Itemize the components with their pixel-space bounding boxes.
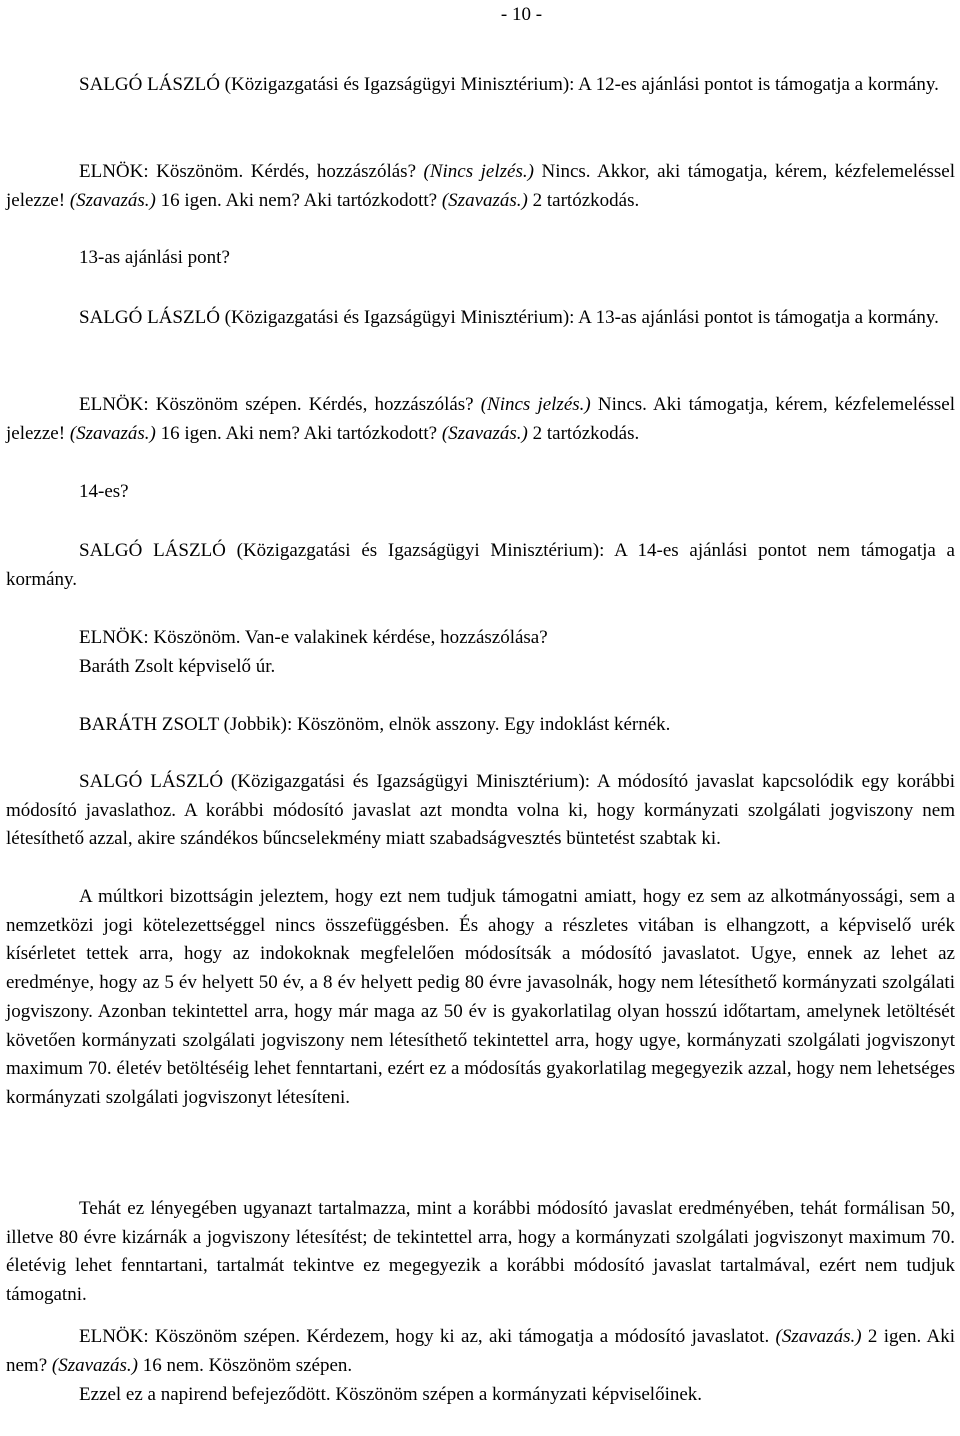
paragraph-salgo-12: SALGÓ LÁSZLÓ (Közigazgatási és Igazságügyi Minisztérium): A 12-es ajánlási pontot is támogatja a kormány. bbox=[79, 74, 939, 95]
stage-note: (Nincs jelzés.) bbox=[423, 161, 534, 182]
paragraph-elnok-vote-12 bbox=[6, 158, 955, 215]
speaker-call-line: Baráth Zsolt képviselő úr. bbox=[79, 656, 276, 677]
barath-line: BARÁTH ZSOLT (Jobbik): Köszönöm, elnök asszony. Egy indoklást kérnék. bbox=[79, 714, 671, 735]
text: 16 nem. Köszönöm szépen. bbox=[137, 1354, 353, 1376]
text: 2 tartózkodás. bbox=[527, 422, 640, 444]
text: 2 igen. Aki nem? bbox=[6, 1326, 955, 1376]
text: ELNÖK: Köszönöm szépen. Kérdezem, hogy ki az, aki támogatja a módosító javaslatot. bbox=[79, 1326, 776, 1347]
question-13: 13-as ajánlási pont? bbox=[79, 247, 230, 268]
paragraph-elnok-vote-13 bbox=[6, 391, 955, 448]
text: Nincs. Akkor, aki támogatja, kérem, kézfelemeléssel jelezze! bbox=[6, 161, 955, 211]
stage-note: (Szavazás.) bbox=[51, 1354, 138, 1376]
stage-note: (Szavazás.) bbox=[441, 189, 528, 211]
paragraph-salgo-reply: SALGÓ LÁSZLÓ (Közigazgatási és Igazságügyi Minisztérium): A módosító javaslat kapcsolódik egy korábbi módosító javaslathoz. A korábbi módosító javaslat azt mondta volna ki, hogy kormányzati szolgálati jogviszony nem létesíthető azzal, akire szándékos bűncselekmény miatt szabadságvesztés büntetést szabtak ki. bbox=[6, 771, 955, 850]
text: ELNÖK: Köszönöm. Kérdés, hozzászólás? bbox=[79, 161, 424, 182]
page-number: - 10 - bbox=[500, 4, 543, 25]
closing-line: Ezzel ez a napirend befejeződött. Köszönöm szépen a kormányzati képviselőinek. bbox=[79, 1384, 703, 1405]
paragraph-summary: Tehát ez lényegében ugyanazt tartalmazza, mint a korábbi módosító javaslat eredményében, tehát formálisan 50, illetve 80 évre kizárnák a jogviszony létesítést; de tekintettel arra, hogy a kormányzati szolgálati jogviszonyt maximum 70. életévig lehet fenntartani, tartalmát tekintve ez megegyezik a korábbi módosító javaslat tartalmával, ezért nem tudjuk támogatni. bbox=[6, 1198, 955, 1306]
stage-note: (Szavazás.) bbox=[69, 422, 156, 444]
paragraph-salgo-14: SALGÓ LÁSZLÓ (Közigazgatási és Igazságügyi Minisztérium): A 14-es ajánlási pontot nem támogatja a kormány. bbox=[6, 540, 955, 590]
question-14: 14-es? bbox=[79, 481, 129, 502]
stage-note: (Szavazás.) bbox=[69, 189, 156, 211]
elnok-question-line: ELNÖK: Köszönöm. Van-e valakinek kérdése, hozzászólása? bbox=[79, 627, 548, 648]
stage-note: (Szavazás.) bbox=[775, 1326, 862, 1347]
paragraph-explanation: A múltkori bizottságin jeleztem, hogy ezt nem tudjuk támogatni amiatt, hogy ez sem az alkotmányossági, sem a nemzetközi jogi kötelezettséggel nincs összefüggésben. És ahogy a részletes vitában is elhangzott, a képviselő urék kísérletet tettek arra, hogy az indokoknak megfelelően módosítsák a módosító javaslatot. Ugye, ennek az lehet az eredménye, hogy az 5 év helyett 50 év, a 8 év helyett pedig 80 évre javasolnák, hogy nem létesíthető kormányzati szolgálati jogviszony. Azonban tekintettel arra, hogy már maga az 50 év is gyakorlatilag olyan hosszú időtartam, amelynek letöltését követően kormányzati szolgálati jogviszony nem létesíthető tekintettel arra, hogy ugye, kormányzati szolgálati jogviszonyt maximum 70. életév betöltéséig lehet fenntartani, ezért ez a módosítás gyakorlatilag megegyezik azzal, hogy nem lehetséges kormányzati szolgálati jogviszonyt létesíteni. bbox=[6, 886, 955, 1108]
stage-note: (Szavazás.) bbox=[441, 422, 528, 444]
stage-note: (Nincs jelzés.) bbox=[480, 394, 591, 415]
paragraph-elnok-final-vote bbox=[6, 1323, 955, 1380]
text: 16 igen. Aki nem? Aki tartózkodott? bbox=[155, 422, 442, 444]
paragraph-salgo-13: SALGÓ LÁSZLÓ (Közigazgatási és Igazságügyi Minisztérium): A 13-as ajánlási pontot is támogatja a kormány. bbox=[79, 307, 939, 328]
text: 2 tartózkodás. bbox=[527, 189, 640, 211]
text: ELNÖK: Köszönöm szépen. Kérdés, hozzászólás? bbox=[79, 394, 481, 415]
text: Nincs. Aki támogatja, kérem, kézfelemeléssel jelezze! bbox=[6, 394, 955, 444]
text: 16 igen. Aki nem? Aki tartózkodott? bbox=[155, 189, 442, 211]
